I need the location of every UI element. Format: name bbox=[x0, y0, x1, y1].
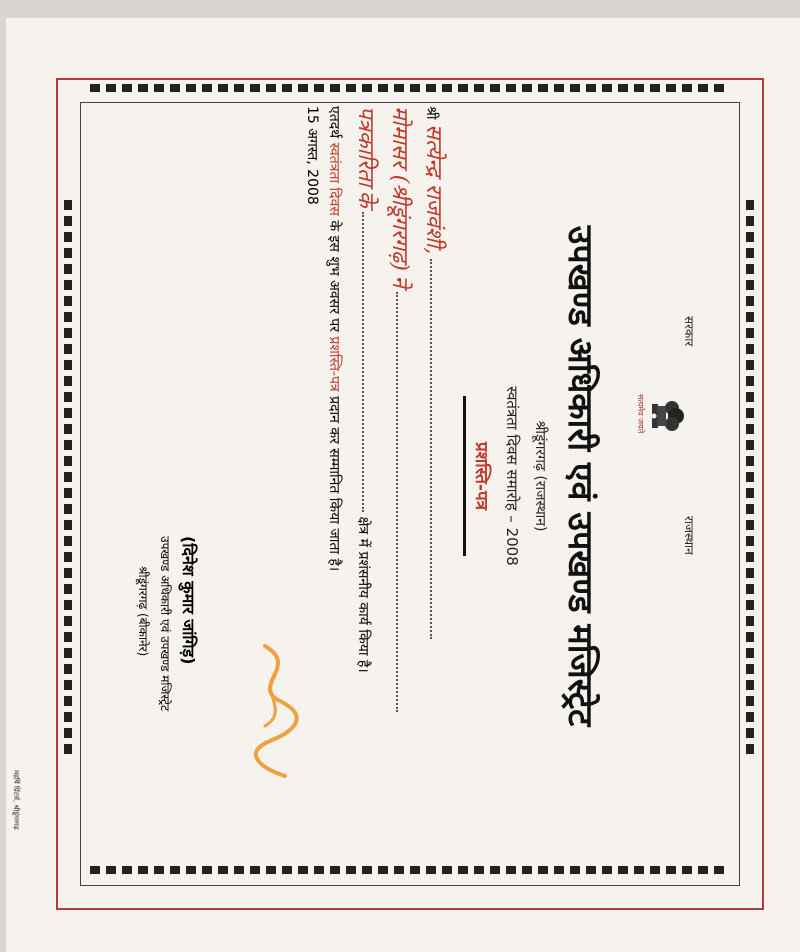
decorative-border-top bbox=[90, 84, 730, 92]
decorative-border-left bbox=[64, 200, 72, 760]
emblem-motto: सत्यमेव जयते bbox=[636, 394, 645, 434]
printer-credit: महर्षि प्रिंटर्स, श्रीडूंगरगढ़ bbox=[12, 770, 20, 830]
decorative-border-bottom bbox=[90, 866, 730, 874]
line3-prefix: एतदर्थ bbox=[326, 106, 342, 139]
issue-date: 15 अगस्त, 2008 bbox=[304, 106, 320, 205]
issuer-place: श्रीडूंगरगढ़ (राजस्थान) bbox=[532, 420, 548, 532]
decorative-border-right bbox=[746, 200, 754, 760]
recipient-name: सत्येन्द्र राजवंशी, bbox=[421, 124, 446, 255]
national-emblem-icon bbox=[644, 396, 694, 436]
award-row bbox=[325, 106, 344, 571]
event-name: स्वतंत्रता दिवस समारोह – 2008 bbox=[503, 386, 521, 566]
recipient-place: मोमासर (श्रीडूंगरगढ़) bbox=[387, 106, 412, 271]
work-text: क्षेत्र में प्रशंसनीय कार्य किया है। bbox=[355, 516, 371, 673]
certificate-title: प्रशस्ति-पत्र bbox=[471, 441, 491, 511]
signatory-name: (दिनेश कुमार जांगिड़) bbox=[179, 536, 198, 665]
fill-line bbox=[430, 259, 432, 639]
signatory-designation: उपखण्ड अधिकारी एवं उपखण्ड मजिस्ट्रेट bbox=[158, 536, 172, 712]
occasion-text: स्वतंत्रता दिवस bbox=[326, 142, 342, 216]
line3-suffix: प्रदान कर सम्मानित किया जाता है। bbox=[326, 396, 342, 572]
certificate-issuer-title: उपखण्ड अधिकारी एवं उपखण्ड मजिस्ट्रेट bbox=[560, 225, 600, 727]
certificate-content bbox=[100, 96, 700, 856]
place-row bbox=[386, 106, 416, 712]
signature-icon bbox=[245, 636, 305, 786]
fill-line bbox=[362, 212, 364, 512]
header-state-right: सरकार bbox=[682, 316, 696, 347]
ne-word: ने bbox=[387, 275, 412, 288]
line3-mid: के इस शुभ अवसर पर bbox=[326, 220, 342, 332]
shri-label: श्री bbox=[423, 106, 439, 120]
field-row bbox=[352, 106, 382, 673]
fill-line bbox=[396, 292, 398, 712]
header-state-left: राजस्थान bbox=[682, 516, 696, 555]
signatory-location: श्रीडूंगरगढ़ (बीकानेर) bbox=[136, 566, 150, 657]
recipient-row bbox=[420, 106, 450, 639]
ke-word: के bbox=[353, 190, 378, 208]
certificate-title-underline bbox=[463, 396, 466, 556]
certificate-word: प्रशस्ति-पत्र bbox=[326, 336, 342, 392]
field-of-work: पत्रकारिता bbox=[353, 106, 378, 187]
